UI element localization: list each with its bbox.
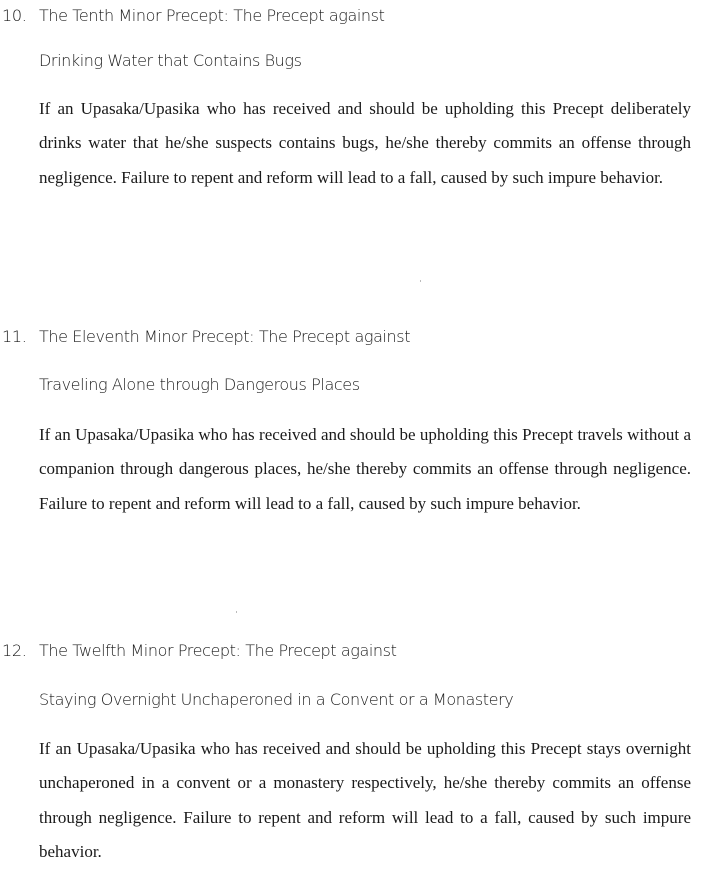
scan-speck — [236, 611, 237, 613]
section-body: If an Upasaka/Upasika who has received and should be upholding this Precept stays overnight unchaperoned in a convent or a monastery respectively, he/she thereby commits an offense through negligence. Failure to repent and reform will lead to a fall, caused by such impure behavior. — [39, 739, 691, 861]
section-title: The Eleventh Minor Precept: The Precept against — [39, 327, 411, 346]
section-subtitle: Traveling Alone through Dangerous Places — [39, 375, 360, 394]
scan-speck — [420, 280, 421, 282]
section-number: 12. — [2, 641, 27, 660]
section-subtitle: Drinking Water that Contains Bugs — [39, 51, 302, 70]
section-number: 11. — [2, 327, 27, 346]
section-body: If an Upasaka/Upasika who has received and should be upholding this Precept travels without a companion through dangerous places, he/she thereby commits an offense through negligence. Failure to repent and reform will lead to a fall, caused by such impure behavior. — [39, 425, 691, 513]
section-title: The Twelfth Minor Precept: The Precept against — [39, 641, 397, 660]
section-subtitle: Staying Overnight Unchaperoned in a Convent or a Monastery — [39, 690, 514, 709]
section-body: If an Upasaka/Upasika who has received and should be upholding this Precept deliberately drinks water that he/she suspects contains bugs, he/she thereby commits an offense through negligence. Failure to repent and reform will lead to a fall, caused by such impure behavior. — [39, 99, 691, 187]
section-title: The Tenth Minor Precept: The Precept against — [39, 6, 385, 25]
section-number: 10. — [2, 6, 27, 25]
